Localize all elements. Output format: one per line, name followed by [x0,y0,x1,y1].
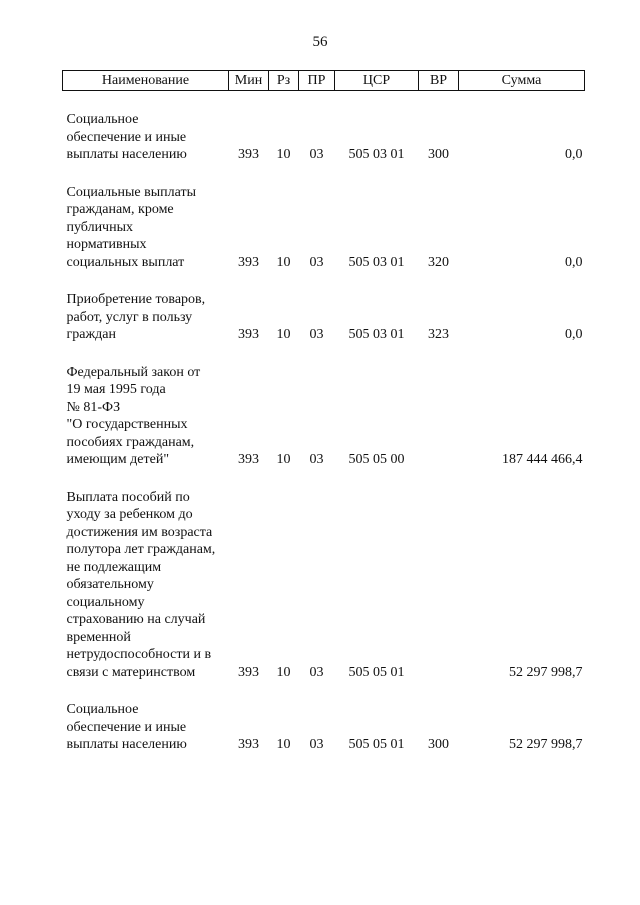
header-name: Наименование [63,71,229,91]
cell-name [63,291,229,344]
name-line: Социальное [66,112,139,127]
table-row [63,184,585,272]
cell-sum: 0,0 [565,147,583,162]
name-line: выплаты населению [66,737,187,752]
header-min: Мин [229,71,269,91]
cell-sum: 0,0 [565,327,583,342]
name-line: страхованию на случай [66,612,206,627]
row-spacer [63,164,585,184]
name-line: "О государственных [66,417,188,432]
cell-pr: 03 [309,664,324,680]
name-line: Выплата пособий по [66,489,190,505]
table-row [63,364,585,469]
cell-csr: 505 05 01 [348,737,405,752]
row-spacer [63,344,585,364]
table-row [63,111,585,164]
cell-rz: 10 [276,737,291,752]
cell-pr: 03 [309,452,324,467]
cell-pr: 03 [309,254,324,270]
cell-sum: 0,0 [565,254,583,270]
cell-min: 393 [238,327,259,342]
cell-pr: 03 [309,147,324,162]
cell-csr: 505 03 01 [348,147,405,162]
name-line: полутора лет гражданам, [66,542,216,557]
cell-name [63,111,229,164]
cell-min: 393 [238,664,259,680]
cell-name [63,364,229,469]
cell-name [63,489,229,682]
row-spacer [63,681,585,701]
cell-vr [419,364,459,469]
name-line: не подлежащим [66,559,162,575]
name-line: выплаты населению [66,147,187,162]
name-line: граждан [66,327,116,342]
name-line: имеющим детей" [66,452,170,467]
name-line: уходу за ребенком до [66,507,193,522]
cell-rz: 10 [276,664,291,680]
header-vr: ВР [419,71,459,91]
row-spacer-cell [63,271,585,291]
name-line: 19 мая 1995 года [66,382,166,397]
page-number: 56 [312,34,328,50]
cell-vr: 300 [428,737,449,752]
cell-csr: 505 03 01 [348,254,405,270]
name-line: обеспечение и иные [66,719,187,735]
name-line: нетрудоспособности и в [66,647,212,662]
header-pr: ПР [299,71,335,91]
name-line: достижения им возраста [66,524,213,540]
cell-pr: 03 [309,327,324,342]
row-spacer [63,91,585,112]
cell-rz: 10 [276,147,291,162]
table-row [63,291,585,344]
name-line: нормативных [66,237,147,252]
name-line: обязательному [66,577,154,592]
row-spacer-cell [63,91,585,112]
cell-name [63,184,229,272]
cell-vr: 300 [428,147,449,162]
name-line: Социальное [66,702,139,717]
name-line: Федеральный закон от [66,364,201,380]
table-header [63,71,585,91]
name-line: работ, услуг в пользу [66,309,193,325]
name-line: социальных выплат [66,254,185,270]
budget-table [62,70,585,754]
name-line: публичных [66,219,133,235]
name-line: Приобретение товаров, [66,292,206,307]
table-row [63,701,585,754]
cell-name [63,701,229,754]
name-line: Социальные выплаты [66,184,197,200]
header-rz: Рз [269,71,299,91]
row-spacer [63,271,585,291]
table-row [63,489,585,682]
name-line: связи с материнством [66,664,196,680]
cell-sum: 52 297 998,7 [509,737,583,752]
table-body [63,91,585,754]
cell-min: 393 [238,254,259,270]
row-spacer-cell [63,469,585,489]
name-line: № 81-ФЗ [66,399,121,415]
cell-sum: 52 297 998,7 [509,664,583,680]
cell-csr: 505 03 01 [348,327,405,342]
cell-sum: 187 444 466,4 [502,452,583,467]
cell-rz: 10 [276,254,291,270]
row-spacer-cell [63,344,585,364]
name-line: временной [66,629,131,645]
header-sum: Сумма [459,71,585,91]
name-line: социальному [66,594,145,610]
cell-min: 393 [238,452,259,467]
cell-rz: 10 [276,452,291,467]
header-csr: ЦСР [335,71,419,91]
cell-vr: 320 [428,254,449,270]
cell-min: 393 [238,147,259,162]
cell-vr: 323 [428,327,449,342]
cell-vr [419,489,459,682]
name-line: гражданам, кроме [66,202,174,217]
row-spacer [63,469,585,489]
cell-rz: 10 [276,327,291,342]
name-line: обеспечение и иные [66,129,187,145]
row-spacer-cell [63,164,585,184]
row-spacer-cell [63,681,585,701]
cell-pr: 03 [309,737,324,752]
cell-csr: 505 05 01 [348,664,405,680]
name-line: пособиях гражданам, [66,434,195,450]
cell-csr: 505 05 00 [348,452,405,467]
cell-min: 393 [238,737,259,752]
